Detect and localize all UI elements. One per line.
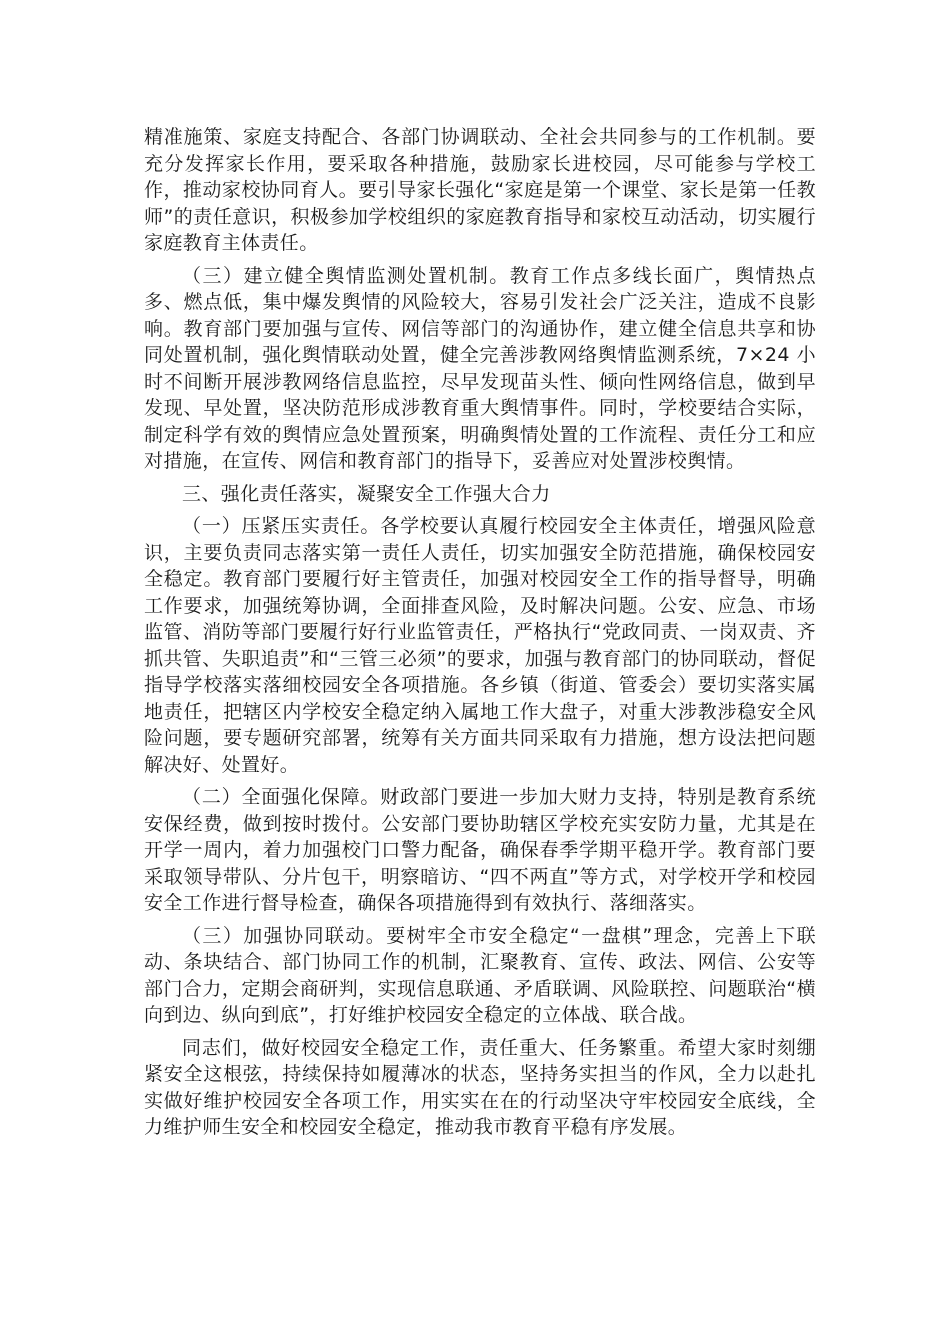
- paragraph-closing-remarks: 同志们，做好校园安全稳定工作，责任重大、任务繁重。希望大家时刻绷紧安全这根弦，持续保持如履薄冰的状态，坚持务实担当的作风，全力以赴扎实做好维护校园安全各项工作，用实实在在的行动坚决守牢校园安全底线，全力维护师生安全和校园安全稳定，推动我市教育平稳有序发展。: [144, 1036, 816, 1138]
- section-heading-responsibility: 三、强化责任落实，凝聚安全工作强大合力: [182, 482, 551, 505]
- paragraph-tighten-responsibility: （一）压紧压实责任。各学校要认真履行校园安全主体责任，增强风险意识，主要负责同志落实第一责任人责任，切实加强安全防范措施，确保校园安全稳定。教育部门要履行好主管责任，加强对校园安全工作的指导督导，明确工作要求，加强统筹协调，全面排查风险，及时解决问题。公安、应急、市场监管、消防等部门要履行好行业监管责任，严格执行“党政同责、一岗双责、齐抓共管、失职追责”和“三管三必须”的要求，加强与教育部门的协同联动，督促指导学校落实落细校园安全各项措施。各乡镇（街道、管委会）要切实落实属地责任，把辖区内学校安全稳定纳入属地工作大盘子，对重大涉教涉稳安全风险问题，要专题研究部署，统筹有关方面共同采取有力措施，想方设法把问题解决好、处置好。: [144, 515, 816, 776]
- paragraph-strengthen-guarantee: （二）全面强化保障。财政部门要进一步加大财力支持，特别是教育系统安保经费，做到按时拨付。公安部门要协助辖区学校充实安防力量，尤其是在开学一周内，着力加强校门口警力配备，确保春季学期平稳开学。教育部门要采取领导带队、分片包干，明察暗访、“四不两直”等方式，对学校开学和校园安全工作进行督导检查，确保各项措施得到有效执行、落细落实。: [144, 786, 816, 914]
- paragraph-coordinated-linkage: （三）加强协同联动。要树牢全市安全稳定“一盘棋”理念，完善上下联动、条块结合、部门协同工作的机制，汇聚教育、宣传、政法、网信、公安等部门合力，定期会商研判，实现信息联通、矛盾联调、风险联控、问题联治“横向到边、纵向到底”，打好维护校园安全稳定的立体战、联合战。: [144, 924, 816, 1026]
- paragraph-public-opinion-monitoring: （三）建立健全舆情监测处置机制。教育工作点多线长面广，舆情热点多、燃点低，集中爆发舆情的风险较大，容易引发社会广泛关注，造成不良影响。教育部门要加强与宣传、网信等部门的沟通协作，建立健全信息共享和协同处置机制，强化舆情联动处置，健全完善涉教网络舆情监测系统，7×24 小时不间断开展涉教网络信息监控，尽早发现苗头性、倾向性网络信息，做到早发现、早处置，坚决防范形成涉教育重大舆情事件。同时，学校要结合实际，制定科学有效的舆情应急处置预案，明确舆情处置的工作流程、责任分工和应对措施，在宣传、网信和教育部门的指导下，妥善应对处置涉校舆情。: [144, 264, 816, 472]
- document-body: [144, 124, 816, 1147]
- paragraph-family-education: 精准施策、家庭支持配合、各部门协调联动、全社会共同参与的工作机制。要充分发挥家长作用，要采取各种措施，鼓励家长进校园，尽可能参与学校工作，推动家校协同育人。要引导家长强化“家庭是第一个课堂、家长是第一任教师”的责任意识，积极参加学校组织的家庭教育指导和家校互动活动，切实履行家庭教育主体责任。: [144, 126, 816, 254]
